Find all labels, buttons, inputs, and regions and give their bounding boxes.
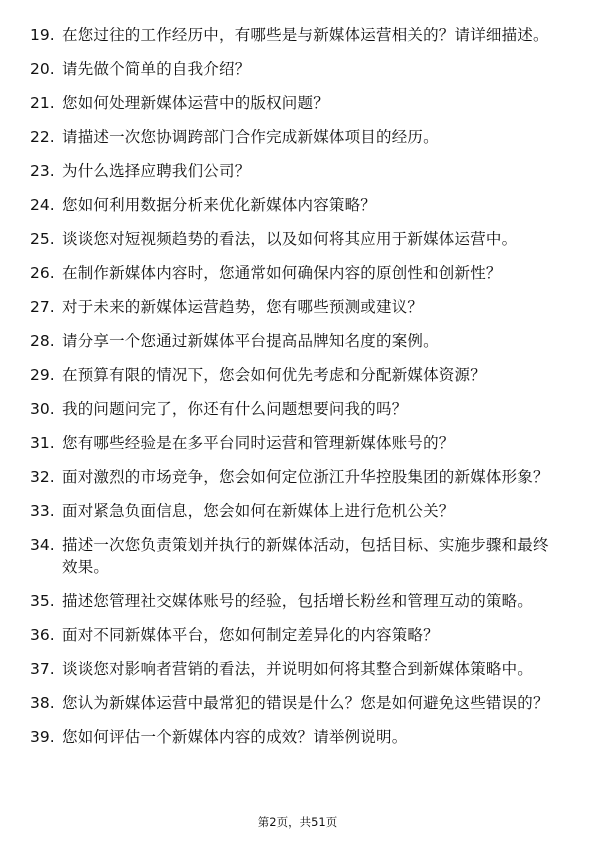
question-text: 在预算有限的情况下，您会如何优先考虑和分配新媒体资源？ bbox=[62, 366, 486, 384]
question-item bbox=[0, 296, 595, 318]
question-item bbox=[0, 658, 595, 680]
question-item bbox=[0, 160, 595, 182]
question-number: 22. bbox=[30, 128, 55, 146]
question-text: 为什么选择应聘我们公司？ bbox=[62, 162, 251, 180]
question-number: 19. bbox=[30, 26, 55, 44]
question-number: 38. bbox=[30, 694, 55, 712]
question-text: 面对紧急负面信息，您会如何在新媒体上进行危机公关？ bbox=[62, 502, 455, 520]
question-item bbox=[0, 126, 595, 148]
question-number: 20. bbox=[30, 60, 55, 78]
question-text: 我的问题问完了，你还有什么问题想要问我的吗？ bbox=[62, 400, 408, 418]
question-item bbox=[0, 466, 595, 488]
question-item bbox=[0, 432, 595, 454]
question-text: 您如何处理新媒体运营中的版权问题？ bbox=[62, 94, 329, 112]
question-text: 请描述一次您协调跨部门合作完成新媒体项目的经历。 bbox=[62, 128, 439, 146]
question-text: 面对激烈的市场竞争，您会如何定位浙江升华控股集团的新媒体形象？ bbox=[62, 468, 549, 486]
question-text: 描述一次您负责策划并执行的新媒体活动，包括目标、实施步骤和最终效果。 bbox=[62, 536, 549, 576]
question-item bbox=[0, 500, 595, 522]
question-number: 34. bbox=[30, 536, 55, 554]
question-number: 29. bbox=[30, 366, 55, 384]
question-item bbox=[0, 24, 595, 46]
question-number: 36. bbox=[30, 626, 55, 644]
question-text: 面对不同新媒体平台，您如何制定差异化的内容策略？ bbox=[62, 626, 439, 644]
question-text: 您有哪些经验是在多平台同时运营和管理新媒体账号的？ bbox=[62, 434, 455, 452]
question-text: 描述您管理社交媒体账号的经验，包括增长粉丝和管理互动的策略。 bbox=[62, 592, 534, 610]
question-number: 27. bbox=[30, 298, 55, 316]
question-text: 您如何评估一个新媒体内容的成效？请举例说明。 bbox=[62, 728, 408, 746]
page-number-label: 第2页，共51页 bbox=[257, 815, 338, 829]
question-item bbox=[0, 194, 595, 216]
question-text: 在制作新媒体内容时，您通常如何确保内容的原创性和创新性？ bbox=[62, 264, 502, 282]
question-item bbox=[0, 364, 595, 386]
question-text: 请分享一个您通过新媒体平台提高品牌知名度的案例。 bbox=[62, 332, 439, 350]
question-number: 35. bbox=[30, 592, 55, 610]
question-item bbox=[0, 262, 595, 284]
question-item bbox=[0, 92, 595, 114]
question-text: 在您过往的工作经历中，有哪些是与新媒体运营相关的？请详细描述。 bbox=[62, 26, 549, 44]
question-text: 您认为新媒体运营中最常犯的错误是什么？您是如何避免这些错误的？ bbox=[62, 694, 549, 712]
question-number: 33. bbox=[30, 502, 55, 520]
question-item bbox=[0, 590, 595, 612]
question-text: 对于未来的新媒体运营趋势，您有哪些预测或建议？ bbox=[62, 298, 424, 316]
question-text: 您如何利用数据分析来优化新媒体内容策略？ bbox=[62, 196, 377, 214]
question-number: 23. bbox=[30, 162, 55, 180]
question-item bbox=[0, 228, 595, 250]
question-number: 37. bbox=[30, 660, 55, 678]
question-number: 30. bbox=[30, 400, 55, 418]
question-number: 25. bbox=[30, 230, 55, 248]
question-number: 24. bbox=[30, 196, 55, 214]
question-item bbox=[0, 330, 595, 352]
question-item bbox=[0, 692, 595, 714]
question-number: 28. bbox=[30, 332, 55, 350]
question-text: 谈谈您对影响者营销的看法，并说明如何将其整合到新媒体策略中。 bbox=[62, 660, 534, 678]
question-list bbox=[0, 24, 595, 760]
question-item bbox=[0, 398, 595, 420]
question-item bbox=[0, 58, 595, 80]
question-number: 31. bbox=[30, 434, 55, 452]
question-number: 39. bbox=[30, 728, 55, 746]
question-item bbox=[0, 726, 595, 748]
question-number: 26. bbox=[30, 264, 55, 282]
question-item bbox=[0, 624, 595, 646]
question-number: 32. bbox=[30, 468, 55, 486]
question-item bbox=[0, 534, 595, 578]
question-number: 21. bbox=[30, 94, 55, 112]
page-footer bbox=[0, 814, 595, 830]
question-text: 请先做个简单的自我介绍？ bbox=[62, 60, 251, 78]
question-text: 谈谈您对短视频趋势的看法，以及如何将其应用于新媒体运营中。 bbox=[62, 230, 518, 248]
